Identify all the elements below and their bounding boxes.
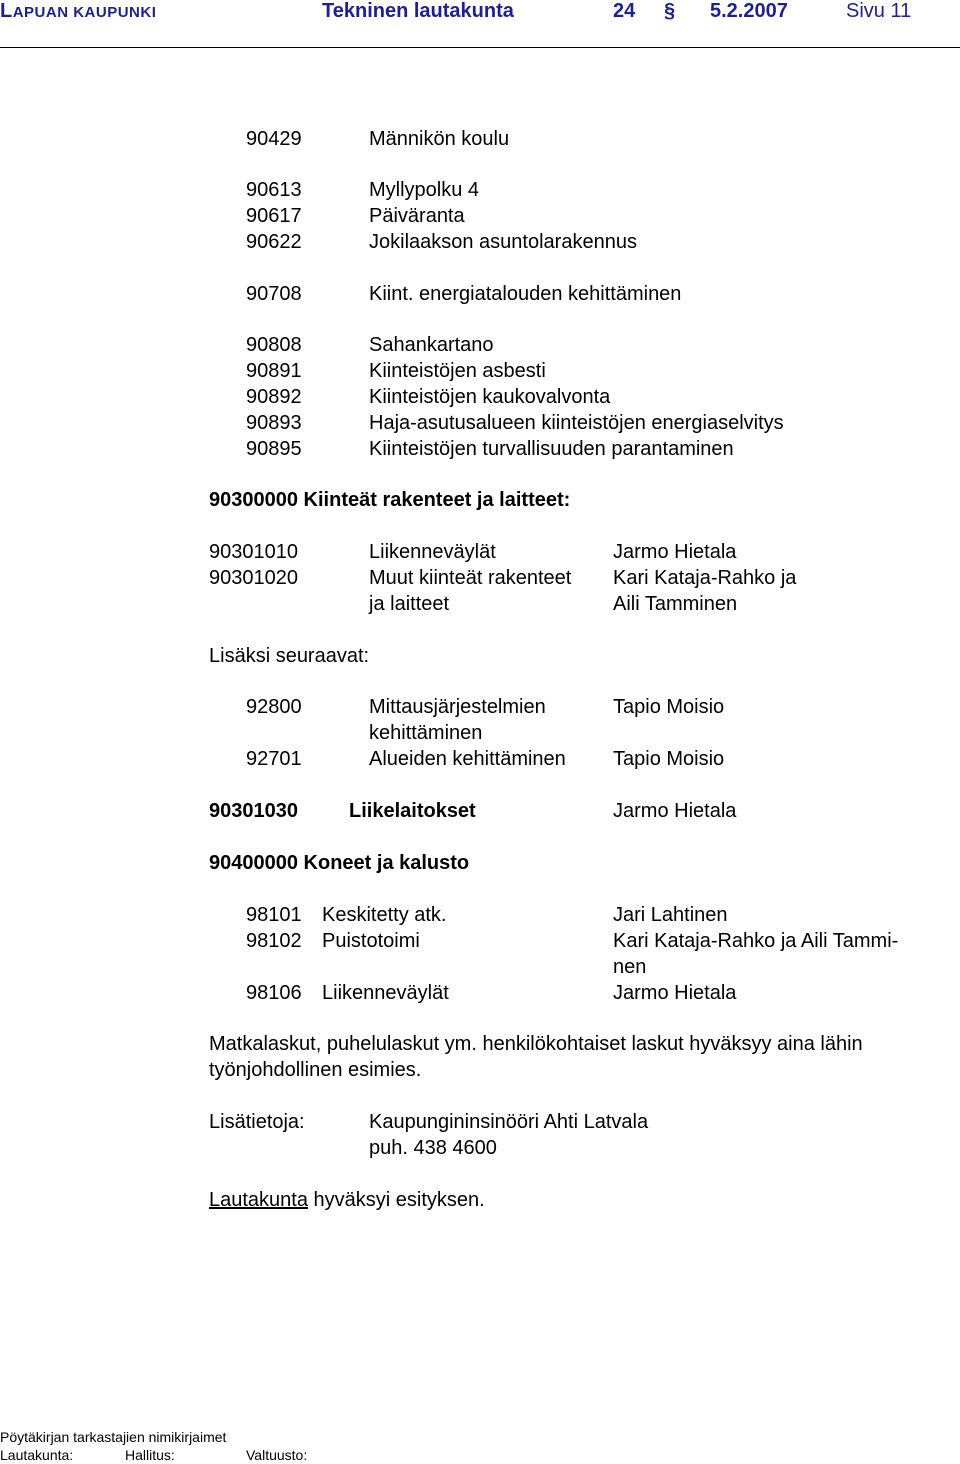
account-code: 92800 [246,696,302,718]
list-item-name: Jokilaakson asuntolarakennus [369,231,637,253]
responsible-person: Tapio Moisio [613,748,725,770]
info-label: Lisätietoja: [209,1111,305,1133]
footer-valtuusto-label: Valtuusto: [246,1447,308,1463]
responsible-person: Jarmo Hietala [613,800,737,822]
list-item-code: 90429 [246,128,302,150]
account-code: 90301010 [209,541,298,563]
list-item-name: Kiinteistöjen kaukovalvonta [369,386,611,408]
account-name: Alueiden kehittäminen [369,748,566,770]
account-name: Liikenneväylät [322,982,449,1004]
list-item-name: Päiväranta [369,205,465,227]
responsible-person: Jari Lahtinen [613,904,728,926]
account-name: Liikenneväylät [369,541,496,563]
list-item-code: 90613 [246,179,302,201]
list-item-code: 90893 [246,412,302,434]
meeting-number: 24 [613,0,636,22]
responsible-person: Kari Kataja-Rahko ja Aili Tammi- [613,930,899,952]
list-item-code: 90892 [246,386,302,408]
footer-lautakunta-label: Lautakunta: [0,1447,74,1463]
list-item-name: Kiinteistöjen asbesti [369,360,546,382]
account-code: 98106 [246,982,302,1004]
account-code: 90301030 [209,800,298,822]
account-name: Muut kiinteät rakenteet [369,567,572,589]
note-paragraph-line: työnjohdollinen esimies. [209,1059,422,1081]
decision-subject: Lautakunta [209,1189,308,1211]
list-item-code: 90622 [246,231,302,253]
list-item-name: Haja-asutusalueen kiinteistöjen energiaselvitys [369,412,784,434]
page-number: Sivu 11 [846,0,912,22]
list-item-name: Kiinteistöjen turvallisuuden parantaminen [369,438,734,460]
account-name: Puistotoimi [322,930,420,952]
meeting-date: 5.2.2007 [710,0,788,22]
responsible-person: Tapio Moisio [613,696,725,718]
footer-initials-label: Pöytäkirjan tarkastajien nimikirjaimet [0,1429,227,1445]
contact-name: Kaupungininsinööri Ahti Latvala [369,1111,649,1133]
list-item-code: 90891 [246,360,302,382]
section-heading: 90300000 Kiinteät rakenteet ja laitteet: [209,489,571,511]
account-code: 92701 [246,748,302,770]
section-heading: 90400000 Koneet ja kalusto [209,852,470,874]
list-item-code: 90617 [246,205,302,227]
additional-label: Lisäksi seuraavat: [209,645,370,667]
responsible-person: Jarmo Hietala [613,541,737,563]
account-code: 98102 [246,930,302,952]
contact-phone: puh. 438 4600 [369,1137,497,1159]
account-name: Mittausjärjestelmien [369,696,546,718]
responsible-person-continued: Aili Tamminen [613,593,738,615]
list-item-name: Sahankartano [369,334,494,356]
account-name-continued: kehittäminen [369,722,483,744]
note-paragraph-line: Matkalaskut, puhelulaskut ym. henkilökohtaiset laskut hyväksyy aina lähin [209,1033,863,1055]
list-item-code: 90895 [246,438,302,460]
footer-hallitus-label: Hallitus: [125,1447,175,1463]
organization-name: LAPUAN KAUPUNKI [0,0,157,22]
account-name: Liikelaitokset [349,800,476,822]
header-divider [0,47,960,48]
account-code: 90301020 [209,567,298,589]
board-name: Tekninen lautakunta [322,0,514,22]
list-item-name: Kiint. energiatalouden kehittäminen [369,283,682,305]
responsible-person: Kari Kataja-Rahko ja [613,567,797,589]
list-item-name: Myllypolku 4 [369,179,480,201]
list-item-code: 90708 [246,283,302,305]
decision-text [209,1187,485,1213]
responsible-person-continued: nen [613,956,647,978]
section-mark: § [664,0,676,22]
list-item-code: 90808 [246,334,302,356]
account-code: 98101 [246,904,302,926]
list-item-name: Männikön koulu [369,128,510,150]
account-name-continued: ja laitteet [369,593,450,615]
decision-rest: hyväksyi esityksen. [307,1189,485,1211]
account-name: Keskitetty atk. [322,904,447,926]
responsible-person: Jarmo Hietala [613,982,737,1004]
